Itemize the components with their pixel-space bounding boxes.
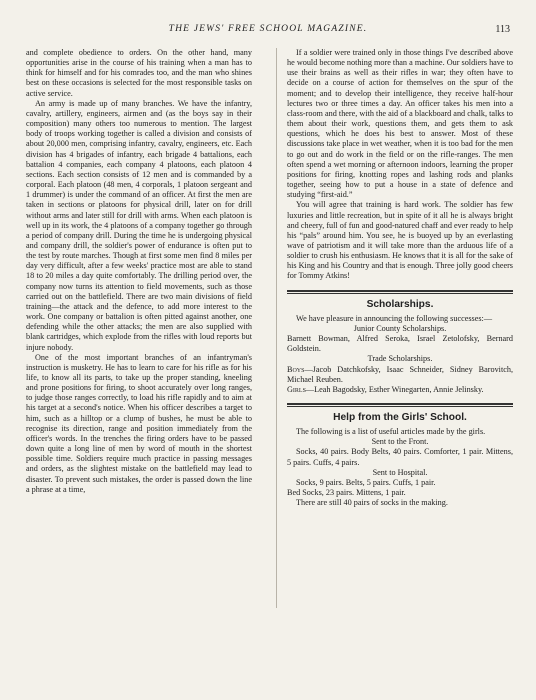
running-title: THE JEWS' FREE SCHOOL MAGAZINE. — [168, 24, 368, 34]
name-list — [287, 385, 513, 395]
paragraph: and complete obedience to orders. On the other hand, many opportunities arise in the course of his training when a man has to think for himself and for his comrades too, and the man who shines best on these occasions is selected for the most responsible tasks on active service. — [26, 48, 252, 98]
name-list: Barnett Bowman, Alfred Seroka, Israel Zetolofsky, Bernard Goldstein. — [287, 334, 513, 354]
page-header — [26, 24, 510, 40]
section-rule — [287, 293, 513, 294]
section-heading: Help from the Girls' School. — [333, 412, 467, 423]
name-list — [287, 365, 513, 385]
boys-label: Boys — [287, 364, 305, 374]
subheading: Sent to Hospital. — [372, 467, 428, 477]
section-rule — [287, 406, 513, 407]
paragraph: You will agree that training is hard work. The soldier has few luxuries and little recreation, but in spite of it all he is always bright and cheery, full of fun and good-natured chaff and ever ready to help his “pals” around him. You see, he is buoyed up by an everlasting wave of patriotism and it will take more than the arduous life of a soldier to crush his enthusiasm. He knows that it is all for the sake of his King and his Country and that is enough. Three jolly good cheers for Tommy Atkins! — [287, 200, 513, 281]
girls-label: Girls — [287, 384, 306, 394]
right-column — [287, 48, 513, 508]
closing-note: There are still 40 pairs of socks in the making. — [296, 498, 448, 508]
girls-names: —Leah Bagodsky, Esther Winegarten, Annie Jelinsky. — [305, 384, 484, 394]
subheading: Trade Scholarships. — [367, 354, 433, 364]
scholarships-intro: We have pleasure in announcing the following successes:— — [296, 313, 493, 323]
boys-names: —Jacob Datchkofsky, Isaac Schneider, Sidney Barovitch, Michael Reuben. — [287, 364, 513, 384]
section-rule — [287, 403, 513, 405]
left-column — [26, 48, 252, 495]
section-rule — [287, 290, 513, 292]
item-list: Socks, 40 pairs. Body Belts, 40 pairs. Comforter, 1 pair. Mittens, 5 pairs. Cuffs, 4 pairs. — [287, 447, 513, 467]
section-heading: Scholarships. — [366, 298, 434, 310]
girls-school-section — [287, 413, 513, 508]
column-divider — [276, 48, 277, 608]
subheading: Sent to the Front. — [371, 437, 429, 447]
paragraph: An army is made up of many branches. We have the infantry, cavalry, artillery, engineers, airmen and (as the boys say in their composition) many others too numerous to mention. The largest body of troops working together is called a division and consists of about 20,000 men, comprising infantry, cavalry, engineers, etc. Each division has 4 brigades of infantry, each brigade 4 battalions, each battalion 4 companies, each company 4 platoons, each platoon 4 sections. Each section consists of 12 men and is commanded by a corporal. Each platoon (48 men, 4 corporals, 1 platoon sergeant and 1 drummer) is under the command of an officer. At first the men are taken in sections or platoons for physical drill, later on for drill without arms and later still for drill with arms. When each platoon is well up in its work, the 4 platoons of a company together go through a period of company drill. During the time he is undergoing physical and company drill, the soldier's power of endurance is often put to the test by route marches. Though at first some men find 8 miles per day very difficult, after a few weeks' practice most are able to stand 18 to 20 miles a day quite comfortably. The drilling period over, the company now turns its attention to field movements, such as those carried out on the battlefield. There are two main divisions of field training—the attack and the defence, to add more interest to the work. One company or battalion is often pitted against another, one defending while the other attacks; the men are also supplied with blank cartridges, which explode from the rifles with loud reports but injure nobody. — [26, 98, 252, 352]
paragraph: If a soldier were trained only in those things I've described above he would become nothing more than a machine. Our soldiers have to use their brains as well as their rifles in war; they often have to decide on a course of action for themselves on the spur of the moment; and to develop their intelligence, they receive half-hour lectures two or three times a day. An officer takes his men into a class-room and there, with the aid of a blackboard and chalk, talks to them about their work, questions them, and gets them to ask questions, which he does his best to answer. Most of these discussions take place in wet weather, when it is too bad for the men to go out and do work in the field or on the rifle-ranges. The men often spend a wet morning or afternoon indoors, learning the proper positions for firing, knotting ropes and lashing rods and planks together, seeing how to put a house in a state of defence and studying “first-aid.” — [287, 48, 513, 200]
page-number: 113 — [495, 24, 510, 35]
scholarships-section — [287, 300, 513, 395]
girls-school-intro: The following is a list of useful articles made by the girls. — [296, 427, 486, 437]
item-list: Socks, 9 pairs. Belts, 5 pairs. Cuffs, 1 pair. — [296, 477, 436, 487]
item-list: Bed Socks, 23 pairs. Mittens, 1 pair. — [287, 488, 406, 498]
subheading: Junior County Scholarships. — [353, 323, 447, 333]
paragraph: One of the most important branches of an infantryman's instruction is musketry. He has to learn to care for his rifle as for his life, to know all its parts, to take up the proper standing, kneeling and prone positions for firing, to shoot accurately over long ranges, to judge those ranges correctly, to load his rifle rapidly and to aim at his target at a second's notice. When his officer describes a target to him, such as a hilltop or a clump of bushes, he must be able to recognise its direction, range and position immediately from the officer's words. In the trenches the firing orders have to be passed down quite a long line of men by word of mouth in the shortest possible time. Soldiers require much practice in passing messages and orders, as the slightest mistake on the battlefield may lead to disaster. To prevent such mistakes, the order is passed down the line a phrase at a time, — [26, 352, 252, 494]
